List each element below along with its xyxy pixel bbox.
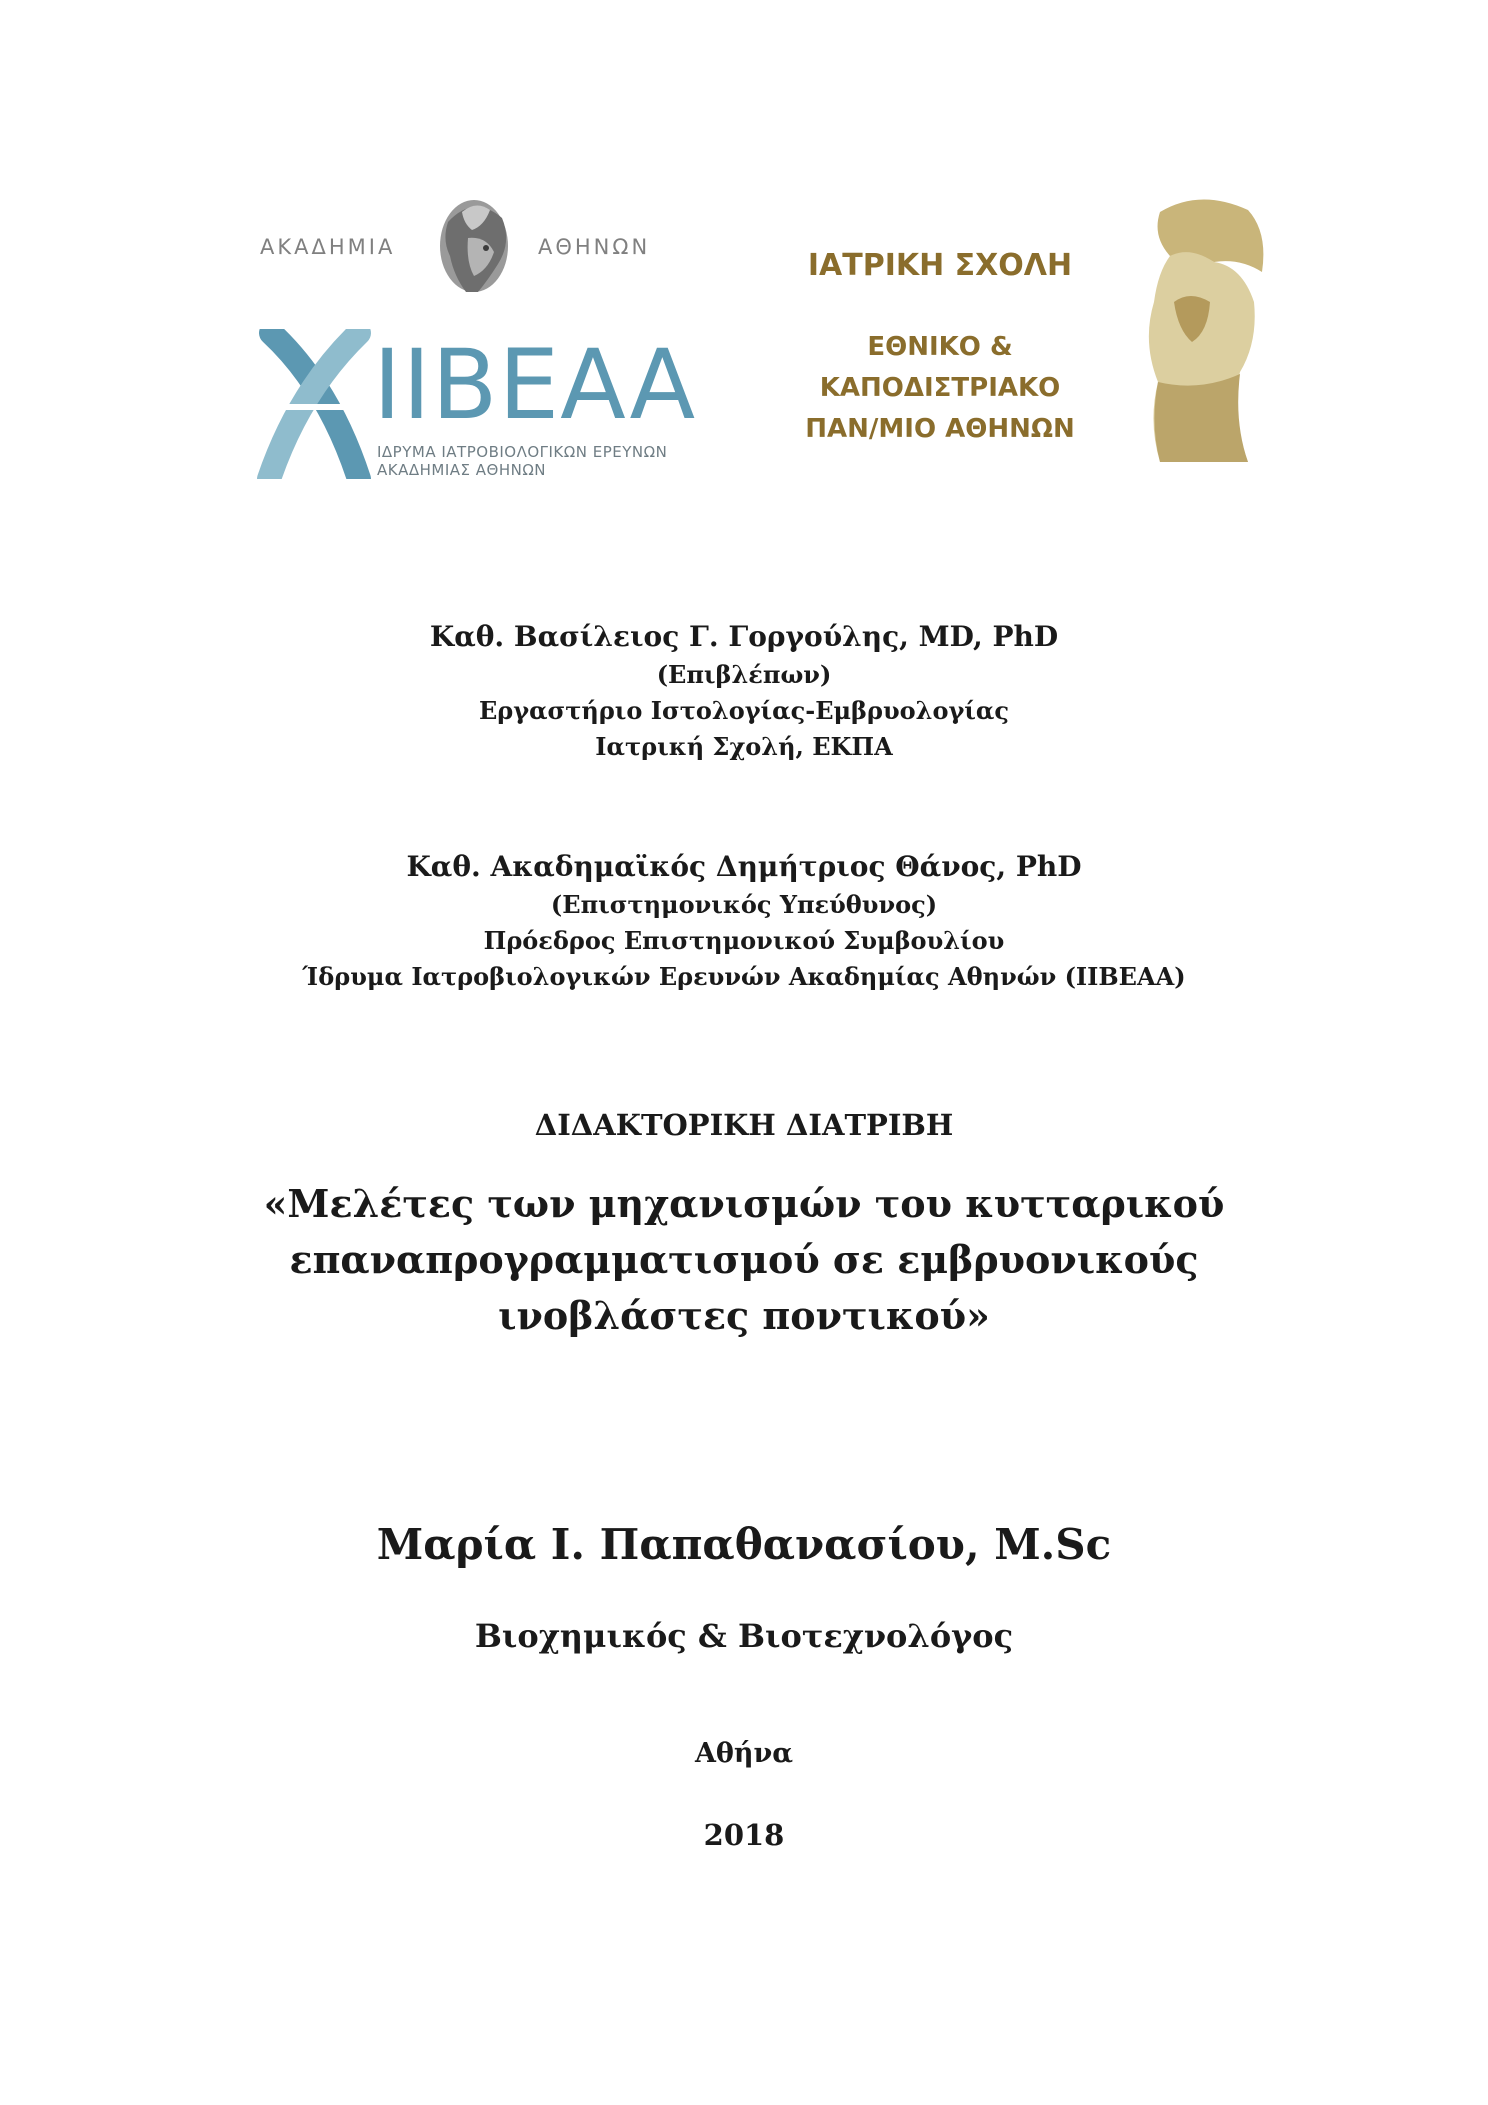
author-profession: Βιοχημικός & Βιοτεχνολόγος bbox=[474, 1617, 1014, 1655]
thesis-title-line-1: «Μελέτες των μηχανισμών του κυτταρικού bbox=[263, 1181, 1225, 1226]
iibeaa-logo-subtitle-2: ΑΚΑΔΗΜΙΑΣ ΑΘΗΝΩΝ bbox=[377, 461, 547, 479]
medical-school-line-1: ΕΘΝΙΚΟ & bbox=[867, 332, 1013, 362]
thesis-title-line-2: επαναπρογραμματισμού σε εμβρυονικούς bbox=[289, 1237, 1199, 1282]
year: 2018 bbox=[703, 1818, 785, 1852]
scientific-supervisor-name: Καθ. Ακαδημαϊκός Δημήτριος Θάνος, PhD bbox=[406, 850, 1082, 883]
supervisor-school: Ιατρική Σχολή, ΕΚΠΑ bbox=[595, 732, 893, 761]
scientific-supervisor-institute: Ίδρυμα Ιατροβιολογικών Ερευνών Ακαδημίας Αθηνών (ΙΙΒΕΑΑ) bbox=[302, 962, 1186, 991]
city: Αθήνα bbox=[694, 1738, 794, 1769]
iibeaa-logo bbox=[255, 325, 697, 485]
iibeaa-logo-name: IIBEAA bbox=[373, 329, 697, 441]
medical-school-title: ΙΑΤΡΙΚΗ ΣΧΟΛΗ bbox=[807, 248, 1073, 283]
medical-school-line-3: ΠΑΝ/ΜΙΟ ΑΘΗΝΩΝ bbox=[805, 414, 1075, 444]
athena-warrior-icon bbox=[1130, 192, 1275, 472]
dna-helix-icon bbox=[255, 329, 375, 479]
author-name: Μαρία Ι. Παπαθανασίου, M.Sc bbox=[376, 1520, 1112, 1569]
supervisor-role: (Επιβλέπων) bbox=[656, 660, 832, 689]
thesis-label: ΔΙΔΑΚΤΟΡΙΚΗ ΔΙΑΤΡΙΒΗ bbox=[534, 1108, 954, 1142]
medical-school-line-2: ΚΑΠΟΔΙΣΤΡΙΑΚΟ bbox=[819, 373, 1061, 403]
scientific-supervisor-block bbox=[0, 847, 1488, 995]
scientific-supervisor-role: (Επιστημονικός Υπεύθυνος) bbox=[550, 890, 938, 919]
scientific-supervisor-position: Πρόεδρος Επιστημονικού Συμβουλίου bbox=[483, 926, 1005, 955]
thesis-title-line-3: ινοβλάστες ποντικού» bbox=[498, 1293, 990, 1338]
thesis-title bbox=[0, 1176, 1488, 1344]
iibeaa-logo-subtitle-1: ΙΔΡΥΜΑ ΙΑΤΡΟΒΙΟΛΟΓΙΚΩΝ ΕΡΕΥΝΩΝ bbox=[377, 443, 668, 461]
supervisor-department: Εργαστήριο Ιστολογίας-Εμβρυολογίας bbox=[478, 696, 1009, 725]
academy-logo-text-right: ΑΘΗΝΩΝ bbox=[538, 235, 651, 259]
supervisor-name: Καθ. Βασίλειος Γ. Γοργούλης, MD, PhD bbox=[429, 620, 1059, 653]
academy-logo-text-left: ΑΚΑΔΗΜΙΑ bbox=[260, 235, 396, 259]
supervisor-block bbox=[0, 617, 1488, 765]
medical-school-logo-text bbox=[780, 248, 1100, 450]
athena-head-icon bbox=[428, 192, 520, 300]
academy-of-athens-logo bbox=[260, 192, 670, 302]
